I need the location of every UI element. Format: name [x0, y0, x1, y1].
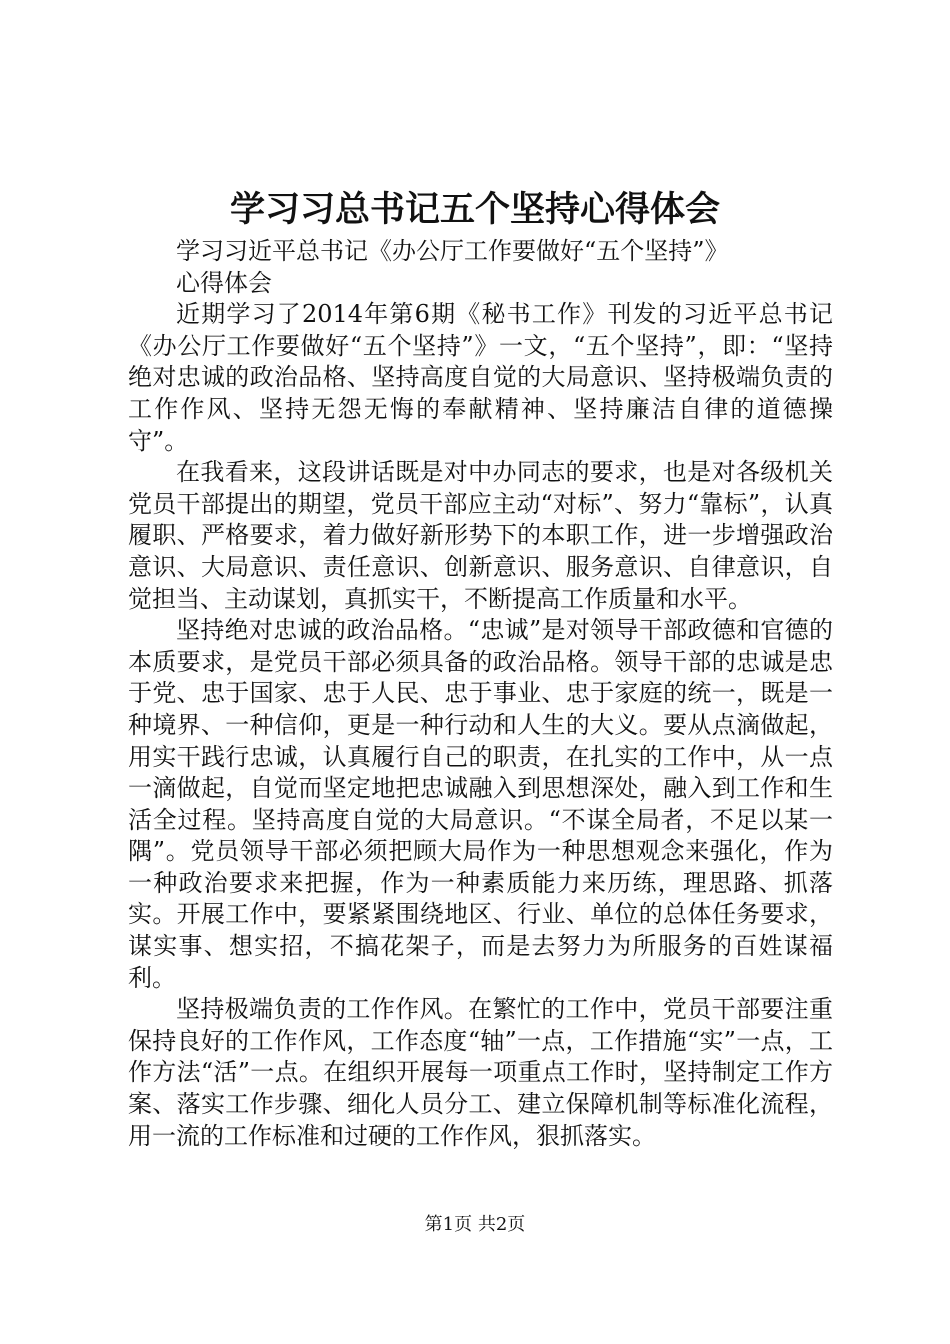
paragraph-3: 坚持绝对忠诚的政治品格。“忠诚”是对领导干部政德和官德的本质要求，是党员干部必须具备的政治品格。领导干部的忠诚是忠于党、忠于国家、忠于人民、忠于事业、忠于家庭的统一，既是一种境界、一种信仰，更是一种行动和人生的大义。要从点滴做起，用实干践行忠诚，认真履行自己的职责，在扎实的工作中，从一点一滴做起，自觉而坚定地把忠诚融入到思想深处，融入到工作和生活全过程。坚持高度自觉的大局意识。“不谋全局者，不足以某一隅”。党员领导干部必须把顾大局作为一种思想观念来强化，作为一种政治要求来把握，作为一种素质能力来历练，理思路、抓落实。开展工作中，要紧紧围绕地区、行业、单位的总体任务要求，谋实事、想实招，不搞花架子，而是去努力为所服务的百姓谋福利。: [128, 616, 833, 992]
paragraph-1: 近期学习了2014年第6期《秘书工作》刊发的习近平总书记《办公厅工作要做好“五个坚持”》一文，“五个坚持”，即：“坚持绝对忠诚的政治品格、坚持高度自觉的大局意识、坚持极端负责的工作作风、坚持无怨无悔的奉献精神、坚持廉洁自律的道德操守”。: [128, 300, 833, 455]
paragraph-2: 在我看来，这段讲话既是对中办同志的要求，也是对各级机关党员干部提出的期望，党员干部应主动“对标”、努力“靠标”，认真履职、严格要求，着力做好新形势下的本职工作，进一步增强政治意识、大局意识、责任意识、创新意识、服务意识、自律意识，自觉担当、主动谋划，真抓实干，不断提高工作质量和水平。: [128, 458, 833, 613]
paragraph-4: 坚持极端负责的工作作风。在繁忙的工作中，党员干部要注重保持良好的工作作风，工作态度“轴”一点，工作措施“实”一点，工作方法“活”一点。在组织开展每一项重点工作时，坚持制定工作方案、落实工作步骤、细化人员分工、建立保障机制等标准化流程，用一流的工作标准和过硬的工作作风，狠抓落实。: [128, 995, 833, 1150]
document-body: [128, 236, 833, 1152]
document-subtitle-line-1: 学习习近平总书记《办公厅工作要做好“五个坚持”》: [176, 237, 729, 265]
document-title: 学习习总书记五个坚持心得体会: [229, 189, 720, 230]
document-subtitle-line-2: 心得体会: [176, 268, 272, 297]
page-footer: 第1页 共2页: [424, 1214, 526, 1235]
